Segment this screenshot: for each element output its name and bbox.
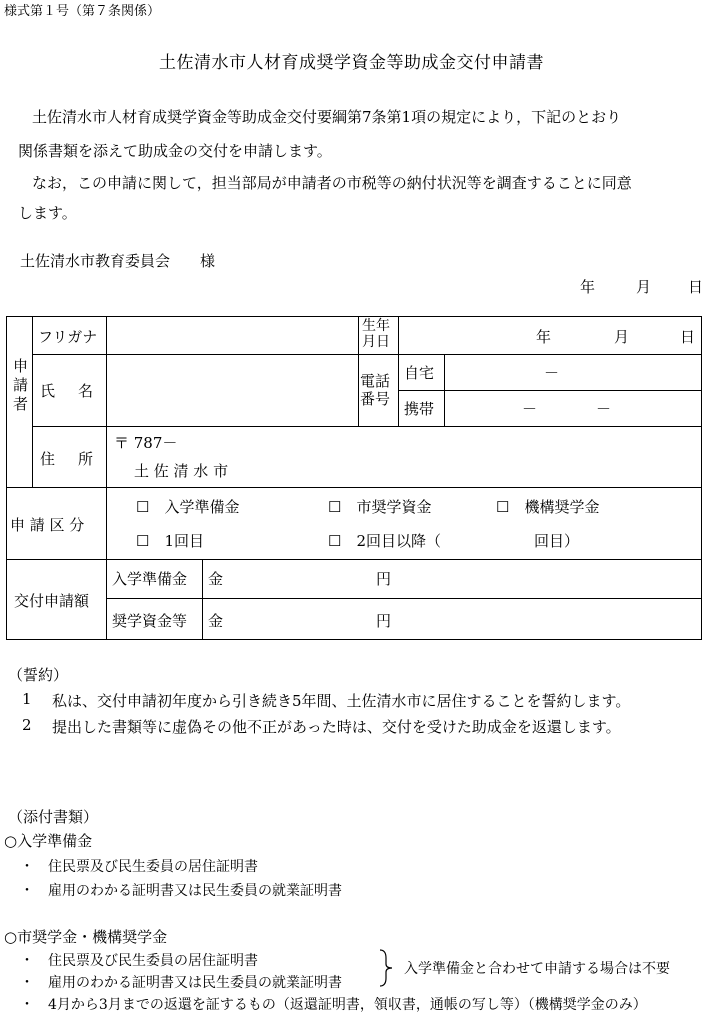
- postal-code[interactable]: 〒 787－: [114, 434, 178, 452]
- birth-label-2: 月日: [362, 334, 390, 350]
- attachments-group1-item-1: [20, 856, 258, 876]
- pledge-heading: （誓約）: [8, 666, 69, 684]
- attachments-group1-title: ○入学準備金: [4, 832, 93, 850]
- bullet: ・: [20, 953, 34, 969]
- birth-year: 年: [536, 328, 552, 346]
- addressee: 土佐清水市教育委員会 様: [20, 252, 216, 270]
- bullet: ・: [20, 859, 34, 875]
- date-year: 年: [580, 278, 596, 296]
- birth-label-1: 生年: [362, 318, 390, 334]
- address-label: 住 所: [40, 450, 98, 468]
- amount-row2-label: 奨学資金等: [112, 612, 188, 630]
- name-field[interactable]: [108, 358, 356, 424]
- category-option-jasso-label: 機構奨学金: [524, 498, 600, 516]
- furigana-field[interactable]: [108, 320, 356, 352]
- address-city[interactable]: 土 佐 清 水 市: [134, 462, 229, 480]
- pledge-text-1: 私は、交付申請初年度から引き続き5年間、土佐清水市に居住することを誓約します。: [52, 692, 631, 710]
- mobile-label: 携帯: [404, 400, 435, 418]
- date-month: 月: [636, 278, 652, 296]
- attachments-group2-item-1: [20, 950, 258, 970]
- category-label: 申 請 区 分: [10, 516, 85, 534]
- bullet: ・: [20, 975, 34, 991]
- category-option-second-label: 2回目以降（: [356, 532, 442, 550]
- pledge-num-1: 1: [22, 690, 32, 708]
- furigana-label: フリガナ: [38, 328, 98, 346]
- intro-line-2: 関係書類を添えて助成金の交付を申請します。: [18, 142, 332, 160]
- category-option-second[interactable]: [328, 530, 441, 551]
- category-option-city-label: 市奨学資金: [356, 498, 432, 516]
- attachments-group2-item-1-text: 住民票及び民生委員の居住証明書: [48, 953, 258, 969]
- pledge-text-2: 提出した書類等に虚偽その他不正があった時は、交付を受けた助成金を返還します。: [52, 718, 621, 736]
- phone-label-2: 番号: [360, 390, 391, 408]
- checkbox-icon[interactable]: ☐: [496, 498, 510, 516]
- category-option-jasso[interactable]: [496, 496, 599, 517]
- mobile-dash-1[interactable]: －: [522, 400, 538, 418]
- amount-row2-prefix: 金: [208, 612, 224, 630]
- attachments-group2-item-2-text: 雇用のわかる証明書又は民生委員の就業証明書: [48, 975, 342, 991]
- brace-icon: [378, 948, 394, 988]
- checkbox-icon[interactable]: ☐: [136, 532, 150, 550]
- attachments-group2-item-3: [20, 994, 647, 1014]
- name-label: 氏 名: [40, 382, 98, 400]
- category-option-second-end: 回目）: [534, 532, 580, 550]
- attachments-group2-note: 入学準備金と合わせて申請する場合は不要: [404, 961, 670, 977]
- pledge-num-2: 2: [22, 716, 32, 734]
- category-option-first[interactable]: [136, 530, 204, 551]
- intro-line-1: 土佐清水市人材育成奨学資金等助成金交付要綱第7条第1項の規定により，下記のとおり: [32, 108, 622, 126]
- applicant-section-label: 申請者: [11, 358, 29, 415]
- mobile-dash-2[interactable]: －: [596, 400, 612, 418]
- home-phone-dash[interactable]: －: [544, 364, 560, 382]
- intro-line-3: なお，この申請に関して，担当部局が申請者の市税等の納付状況等を調査することに同意: [32, 174, 632, 192]
- category-option-entrance-label: 入学準備金: [164, 498, 240, 516]
- birth-month: 月: [614, 328, 630, 346]
- category-option-entrance[interactable]: [136, 496, 239, 517]
- attachments-group1-item-2: [20, 880, 342, 900]
- attachments-group2-item-2: [20, 972, 342, 992]
- phone-label-1: 電話: [360, 372, 391, 390]
- category-option-first-label: 1回目: [164, 532, 205, 550]
- home-label: 自宅: [404, 364, 435, 382]
- attachments-group1-item-2-text: 雇用のわかる証明書又は民生委員の就業証明書: [48, 883, 342, 899]
- amount-row1-label: 入学準備金: [112, 570, 188, 588]
- intro-line-4: します。: [18, 204, 77, 222]
- attachments-group1-item-1-text: 住民票及び民生委員の居住証明書: [48, 859, 258, 875]
- date-day: 日: [688, 278, 703, 296]
- birth-day: 日: [680, 328, 696, 346]
- amount-row1-unit: 円: [376, 570, 392, 588]
- attachments-group2-title: ○市奨学金・機構奨学金: [4, 928, 168, 946]
- amount-row2-unit: 円: [376, 612, 392, 630]
- amount-row1-prefix: 金: [208, 570, 224, 588]
- form-number: 様式第１号（第７条関係）: [4, 4, 161, 19]
- bullet: ・: [20, 883, 34, 899]
- category-option-city[interactable]: [328, 496, 431, 517]
- attachments-group2-item-3-text: 4月から3月までの返還を証するもの（返還証明書，領収書，通帳の写し等）（機構奨学金のみ）: [48, 997, 647, 1013]
- checkbox-icon[interactable]: ☐: [328, 532, 342, 550]
- amount-label: 交付申請額: [14, 592, 90, 610]
- page-title: 土佐清水市人材育成奨学資金等助成金交付申請書: [159, 53, 544, 73]
- checkbox-icon[interactable]: ☐: [328, 498, 342, 516]
- checkbox-icon[interactable]: ☐: [136, 498, 150, 516]
- attachments-heading: （添付書類）: [8, 808, 99, 826]
- bullet: ・: [20, 997, 34, 1013]
